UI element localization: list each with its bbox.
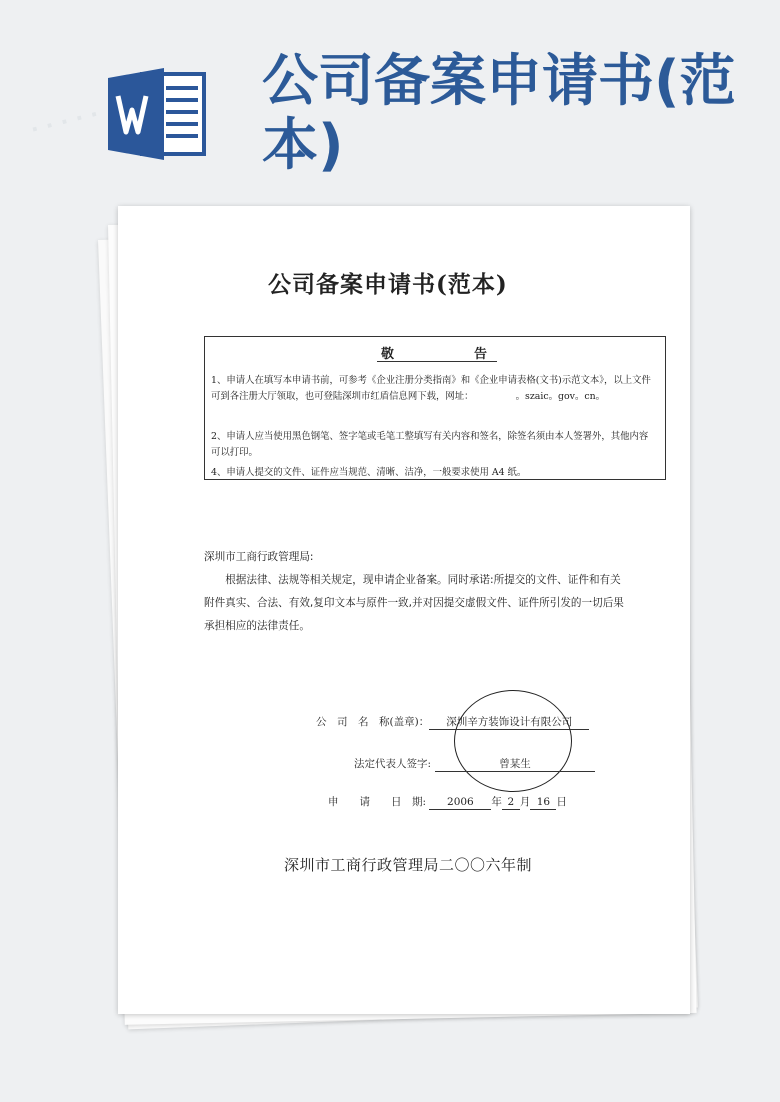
notice-heading xyxy=(377,343,497,362)
pledge-paragraph: 根据法律、法规等相关规定，现申请企业备案。同时承诺:所提交的文件、证件和有关附件真实、合法、有效,复印文本与原件一致,并对因提交虚假文件、证件所引发的一切后果承担相应的法律责任。 xyxy=(204,574,624,632)
notice-item: 4、申请人提交的文件、证件应当规范、清晰、洁净，一般要求使用 A4 纸。 xyxy=(211,467,527,478)
notice-heading-char-2: 告 xyxy=(473,347,487,362)
date-day: 16 xyxy=(530,795,556,810)
notice-box xyxy=(204,336,666,480)
notice-item: 2、申请人应当使用黑色钢笔、签字笔或毛笔工整填写有关内容和签名，除签名须由本人签署外，其他内容可以打印。 xyxy=(211,431,649,458)
document-page xyxy=(118,206,690,1014)
legal-rep-signature: 曾某生 xyxy=(435,757,595,772)
company-name-row xyxy=(316,714,589,730)
document-title: 公司备案申请书(范本) xyxy=(268,271,508,298)
company-name-label: 公 司 名 称(盖章)： xyxy=(316,716,430,728)
notice-item: 1、申请人在填写本申请书前，可参考《企业注册分类指南》和《企业申请表格(文书)示范文本》，以上文件可到各注册大厅领取，也可登陆深圳市红盾信息网下载，网址： 。szaic。gov。cn。 xyxy=(211,375,651,402)
issuer-footer: 深圳市工商行政管理局二〇〇六年制 xyxy=(284,856,533,874)
application-body xyxy=(204,546,624,638)
legal-rep-row xyxy=(354,756,595,772)
date-day-unit: 日 xyxy=(556,796,567,808)
date-year: 2006 xyxy=(429,795,491,810)
date-month-unit: 月 xyxy=(519,796,531,808)
application-date-row xyxy=(328,794,567,810)
date-month: 2 xyxy=(502,795,520,810)
notice-heading-char-1: 敬 xyxy=(381,347,395,362)
word-icon xyxy=(108,68,208,160)
cover-title: 公司备案申请书(范本) xyxy=(262,49,736,178)
date-label: 申 请 日 期: xyxy=(328,796,427,808)
watermark: · · · · · xyxy=(28,101,102,143)
legal-rep-label: 法定代表人签字: xyxy=(354,758,432,770)
addressee: 深圳市工商行政管理局: xyxy=(204,551,314,563)
company-name-value: 深圳辛方装饰设计有限公司 xyxy=(429,715,589,730)
company-seal-circle xyxy=(454,690,572,792)
date-year-unit: 年 xyxy=(491,796,502,808)
